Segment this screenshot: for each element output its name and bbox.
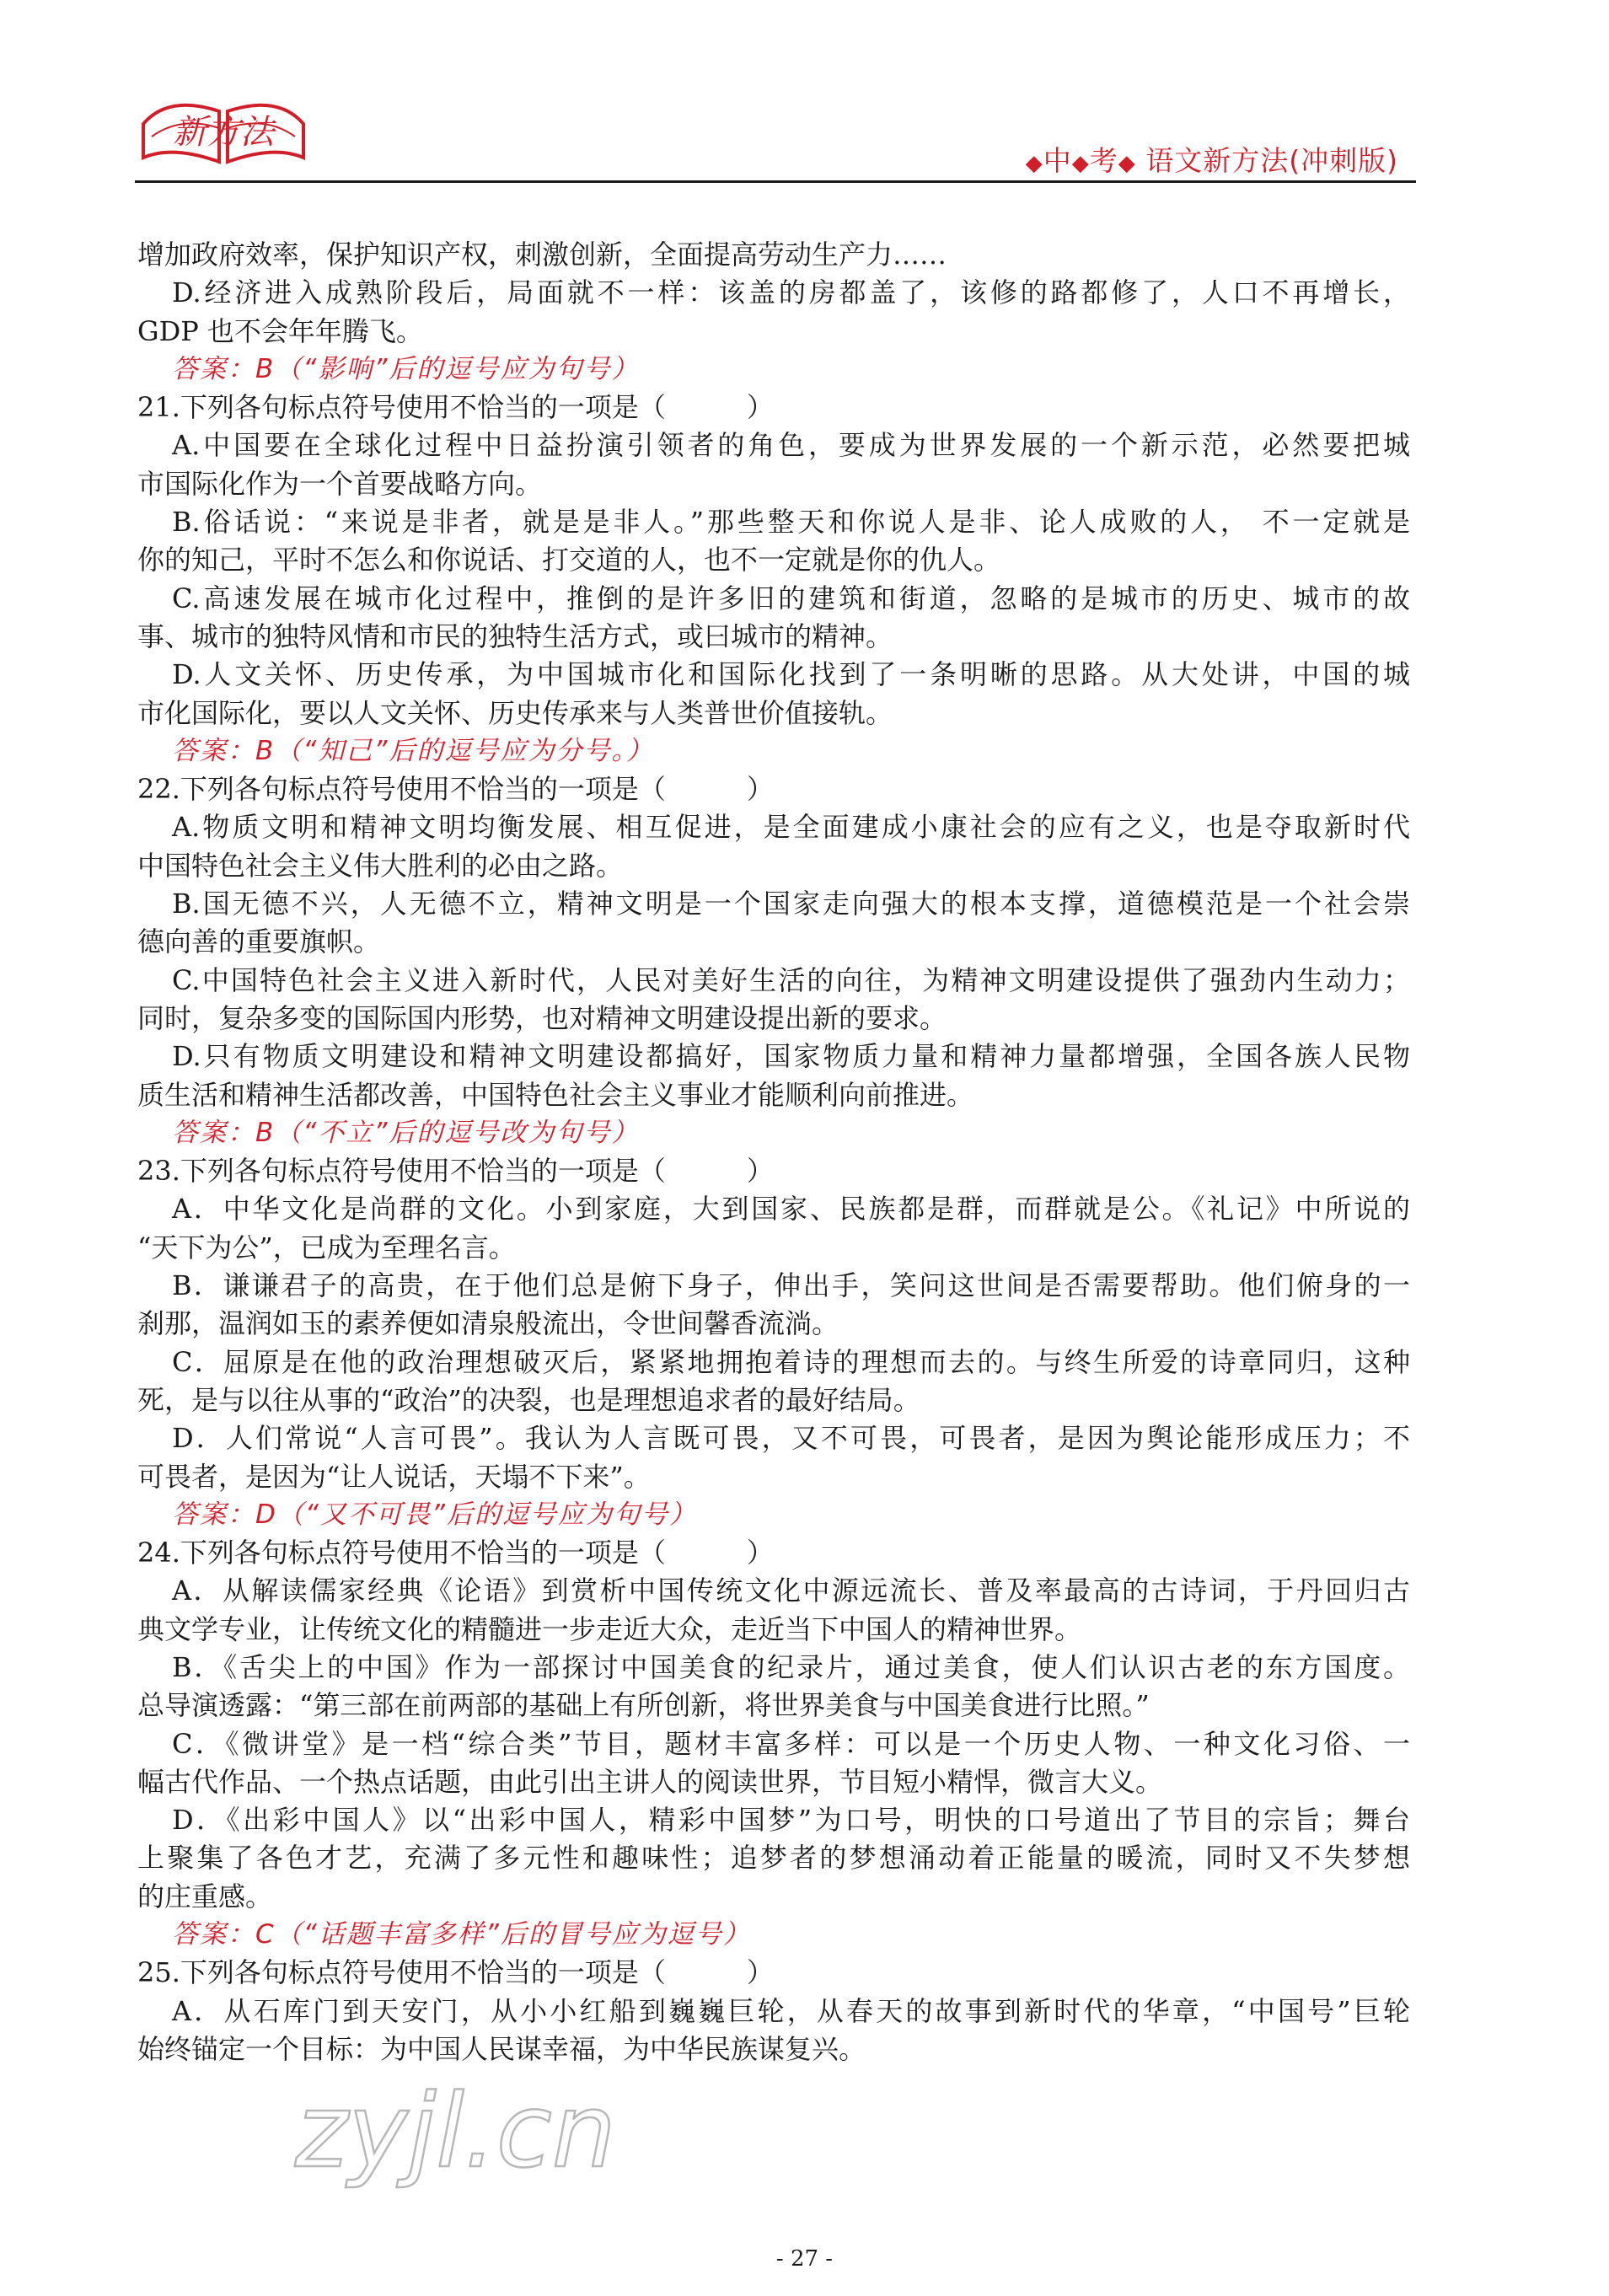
text-line: C．屈原是在他的政治理想破灭后，紧紧地拥抱着诗的理想而去的。与终生所爱的诗章同归，这种 [172, 1345, 1410, 1378]
diamond-icon: ◆ [1025, 151, 1043, 176]
page-content [137, 236, 1410, 2068]
text-line: D.经济进入成熟阶段后，局面就不一样：该盖的房都盖了，该修的路都修了，人口不再增长， [172, 276, 1410, 309]
answer-line: 答案：B（“不立”后的逗号改为句号） [172, 1117, 640, 1148]
text-line: C.中国特色社会主义进入新时代，人民对美好生活的向往，为精神文明建设提供了强劲内生动力； [172, 963, 1410, 996]
text-line: 刹那，温润如玉的素养便如清泉般流出，令世间馨香流淌。 [137, 1307, 839, 1340]
text-line: B．谦谦君子的高贵，在于他们总是俯下身子，伸出手，笑问这世间是否需要帮助。他们俯身的一 [172, 1269, 1410, 1302]
text-line: 22.下列各句标点符号使用不恰当的一项是（ ） [137, 773, 774, 806]
publisher-logo [135, 78, 312, 170]
logo-text: 新方法 [173, 113, 274, 152]
text-line: 25.下列各句标点符号使用不恰当的一项是（ ） [137, 1956, 774, 1989]
text-line: A.中国要在全球化过程中日益扮演引领者的角色，要成为世界发展的一个新示范，必然要把城 [172, 429, 1410, 462]
text-line: 质生活和精神生活都改善，中国特色社会主义事业才能顺利向前推进。 [137, 1078, 974, 1111]
text-line: 23.下列各句标点符号使用不恰当的一项是（ ） [137, 1155, 774, 1188]
text-line: 的庄重感。 [137, 1880, 273, 1912]
text-line: A．从解读儒家经典《论语》到赏析中国传统文化中源远流长、普及率最高的古诗词，于丹回归古 [172, 1574, 1410, 1607]
text-line: A．中华文化是尚群的文化。小到家庭，大到国家、民族都是群，而群就是公。《礼记》中所说的 [172, 1193, 1410, 1226]
text-line: 典文学专业，让传统文化的精髓进一步走近大众，走近当下中国人的精神世界。 [137, 1612, 1082, 1645]
text-line: 21.下列各句标点符号使用不恰当的一项是（ ） [137, 391, 774, 424]
text-line: A.物质文明和精神文明均衡发展、相互促进，是全面建成小康社会的应有之义，也是夺取新时代 [172, 811, 1410, 844]
text-line: 24.下列各句标点符号使用不恰当的一项是（ ） [137, 1537, 774, 1569]
page-number: - 27 - [775, 2246, 834, 2272]
text-line: B.国无德不兴，人无德不立，精神文明是一个国家走向强大的根本支撑，道德模范是一个社会崇 [172, 888, 1410, 920]
text-line: 事、城市的独特风情和市民的独特生活方式，或曰城市的精神。 [137, 620, 893, 652]
text-line: “天下为公”，已成为至理名言。 [137, 1231, 516, 1263]
text-line: 增加政府效率，保护知识产权，刺激创新，全面提高劳动生产力…… [137, 239, 947, 271]
diamond-icon: ◆ [1118, 151, 1136, 176]
answer-line: 答案：B（“知己”后的逗号应为分号。） [172, 735, 654, 766]
text-line: 幅古代作品、一个热点话题，由此引出主讲人的阅读世界，节目短小精悍，微言大义。 [137, 1765, 1163, 1798]
text-line: 你的知己，平时不怎么和你说话、打交道的人，也不一定就是你的仇人。 [137, 544, 1001, 577]
text-line: D.只有物质文明建设和精神文明建设都搞好，国家物质力量和精神力量都增强，全国各族人民物 [172, 1040, 1410, 1073]
header-title [1026, 139, 1398, 179]
answer-line: 答案：D（“又不可畏”后的逗号应为句号） [172, 1499, 697, 1530]
text-line: 市国际化作为一个首要战略方向。 [137, 467, 543, 500]
text-line: D．《出彩中国人》以“出彩中国人，精彩中国梦”为口号，明快的口号道出了节目的宗旨；舞台 [172, 1804, 1410, 1837]
text-line: 同时，复杂多变的国际国内形势，也对精神文明建设提出新的要求。 [137, 1001, 947, 1034]
watermark-text: zyjl.cn [295, 2073, 616, 2191]
text-line: C．《微讲堂》是一档“综合类”节目，题材丰富多样：可以是一个历史人物、一种文化习俗、一 [172, 1727, 1410, 1760]
text-line: A．从石库门到天安门，从小小红船到巍巍巨轮，从春天的故事到新时代的华章，“中国号”巨轮 [172, 1994, 1410, 2027]
text-line: D.人文关怀、历史传承，为中国城市化和国际化找到了一条明晰的思路。从大处讲，中国的城 [172, 658, 1410, 691]
text-line: D．人们常说“人言可畏”。我认为人言既可畏，又不可畏，可畏者，是因为舆论能形成压力；不 [172, 1422, 1410, 1455]
diamond-icon: ◆ [1071, 151, 1090, 176]
watermark-logo [287, 2069, 708, 2196]
text-line: 总导演透露：“第三部在前两部的基础上有所创新，将世界美食与中国美食进行比照。” [137, 1689, 1150, 1722]
text-line: GDP 也不会年年腾飞。 [137, 314, 423, 347]
text-line: 上聚集了各色才艺，充满了多元性和趣味性；追梦者的梦想涌动着正能量的暖流，同时又不失梦想 [137, 1842, 1410, 1875]
text-line: 市化国际化，要以人文关怀、历史传承来与人类普世价值接轨。 [137, 696, 893, 729]
text-line: B．《舌尖上的中国》作为一部探讨中国美食的纪录片，通过美食，使人们认识古老的东方国度。 [172, 1650, 1410, 1683]
answer-line: 答案：B（“影响”后的逗号应为句号） [172, 353, 640, 384]
text-line: 中国特色社会主义伟大胜利的必由之路。 [137, 849, 624, 882]
header-title-part: 语文新方法(冲刺版) [1145, 144, 1398, 177]
text-line: 德向善的重要旗帜。 [137, 925, 381, 958]
header-divider [135, 180, 1416, 183]
text-line: C.高速发展在城市化过程中，推倒的是许多旧的建筑和街道，忽略的是城市的历史、城市的故 [172, 582, 1410, 614]
text-line: 可畏者，是因为“让人说话，天塌不下来”。 [137, 1460, 651, 1493]
header-title-part: 考 [1089, 144, 1118, 177]
text-line: 死，是与以往从事的“政治”的决裂，也是理想追求者的最好结局。 [137, 1383, 920, 1416]
answer-line: 答案：C（“话题丰富多样”后的冒号应为逗号） [172, 1919, 751, 1950]
text-line: 始终锚定一个目标：为中国人民谋幸福，为中华民族谋复兴。 [137, 2032, 866, 2065]
text-line: B.俗话说：“来说是非者，就是是非人。”那些整天和你说人是非、论人成败的人， 不一定就是 [172, 506, 1410, 539]
header-title-part: 中 [1043, 144, 1072, 177]
